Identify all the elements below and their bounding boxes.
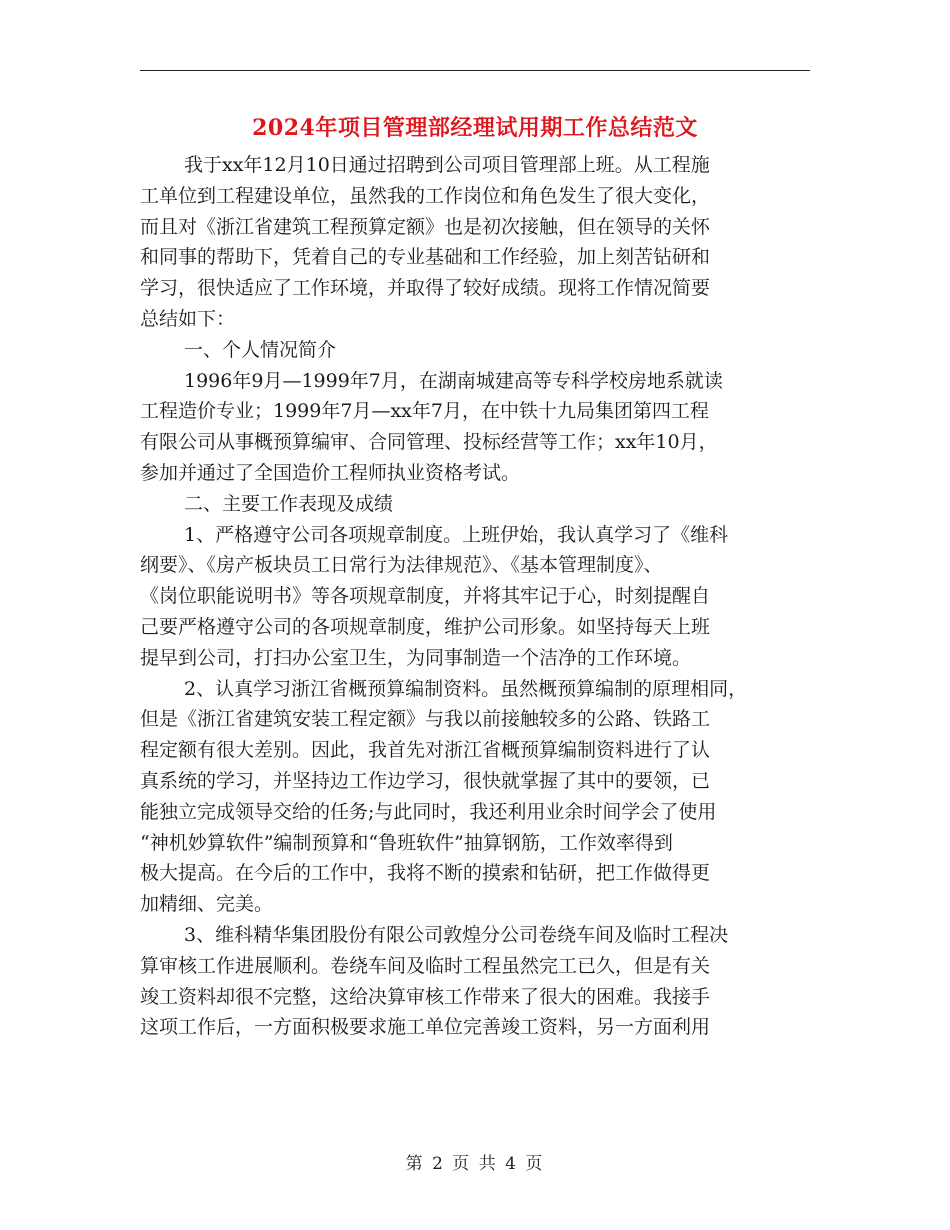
body-line: “神机妙算软件”编制预算和“鲁班软件”抽算钢筋，工作效率得到 [140,831,673,854]
body-line: 工程造价专业；1999年7月—xx年7月，在中铁十九局集团第四工程 [140,400,709,423]
body-line: 程定额有很大差别。因此，我首先对浙江省概预算编制资料进行了认 [140,739,711,762]
document-body [140,150,810,1043]
body-line: 加精细、完美。 [140,893,274,916]
body-line: 己要严格遵守公司的各项规章制度，维护公司形象。如坚持每天上班 [140,615,711,638]
body-line: 3、维科精华集团股份有限公司敦煌分公司卷绕车间及临时工程决 [184,923,729,946]
body-line: 但是《浙江省建筑安装工程定额》与我以前接触较多的公路、铁路工 [140,708,711,731]
body-line: 而且对《浙江省建筑工程预算定额》也是初次接触，但在领导的关怀 [140,215,711,238]
body-line: 1、严格遵守公司各项规章制度。上班伊始，我认真学习了《维科 [184,523,729,546]
body-line: 这项工作后，一方面积极要求施工单位完善竣工资料，另一方面利用 [140,1016,711,1039]
body-line: 参加并通过了全国造价工程师执业资格考试。 [140,461,521,484]
section-heading: 二、主要工作表现及成绩 [184,492,394,515]
body-line: 工单位到工程建设单位，虽然我的工作岗位和角色发生了很大变化， [140,184,711,207]
body-line: 提早到公司，打扫办公室卫生，为同事制造一个洁净的工作环境。 [140,646,692,669]
body-line: 有限公司从事概预算编审、合同管理、投标经营等工作；xx年10月， [140,431,718,454]
body-line: 算审核工作进展顺利。卷绕车间及临时工程虽然完工已久，但是有关 [140,954,711,977]
body-line: 纲要》、《房产板块员工日常行为法律规范》、《基本管理制度》、 [140,554,663,577]
body-line: 竣工资料却很不完整，这给决算审核工作带来了很大的困难。我接手 [140,985,711,1008]
body-line: 能独立完成领导交给的任务;与此同时，我还利用业余时间学会了使用 [140,800,717,823]
body-line: 学习，很快适应了工作环境，并取得了较好成绩。现将工作情况简要 [140,277,711,300]
body-line: 1996年9月—1999年7月，在湖南城建高等专科学校房地系就读 [184,369,723,392]
body-line: 极大提高。在今后的工作中，我将不断的摸索和钻研，把工作做得更 [140,862,711,885]
document-title: 2024年项目管理部经理试用期工作总结范文 [252,115,698,141]
header-rule [140,70,810,71]
body-line: 和同事的帮助下，凭着自己的专业基础和工作经验，加上刻苦钻研和 [140,246,711,269]
body-line: 《岗位职能说明书》等各项规章制度，并将其牢记于心，时刻提醒自 [140,585,711,608]
body-line: 真系统的学习，并坚持边工作边学习，很快就掌握了其中的要领，已 [140,769,711,792]
body-line: 总结如下： [140,307,236,330]
section-heading: 一、个人情况简介 [184,338,337,361]
body-line: 我于xx年12月10日通过招聘到公司项目管理部上班。从工程施 [184,154,710,176]
page-footer: 第 2 页 共 4 页 [405,1154,545,1174]
body-line: 2、认真学习浙江省概预算编制资料。虽然概预算编制的原理相同， [184,677,748,700]
